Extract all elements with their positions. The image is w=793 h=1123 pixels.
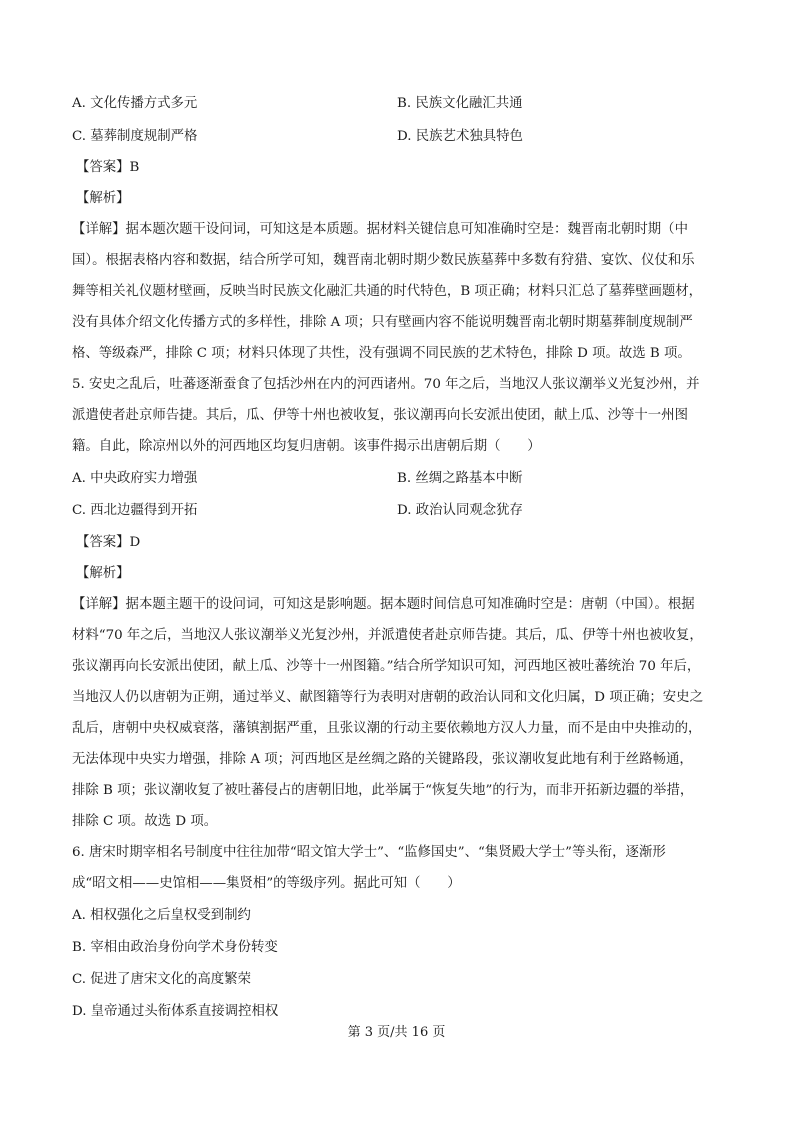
q6-option-a: A. 相权强化之后皇权受到制约 <box>72 908 251 923</box>
q5-explanation-line: 张议潮再向长安派出使团，献上瓜、沙等十一州图籍。”结合所学知识可知，河西地区被吐蕃统治 70 年后， <box>72 659 701 674</box>
q6-stem-line: 6. 唐宋时期宰相名号制度中往往加带“昭文馆大学士”、“监修国史”、“集贤殿大学士”等头衔，逐渐形 <box>72 845 666 860</box>
q5-explanation-line: 当地汉人仍以唐朝为正朔，通过举义、献图籍等行为表明对唐朝的政治认同和文化归属，D 项正确；安史之 <box>72 690 703 705</box>
q4-option-a: A. 文化传播方式多元 <box>72 96 198 111</box>
q4-option-c: C. 墓葬制度规制严格 <box>72 129 198 144</box>
q6-option-c: C. 促进了唐宋文化的高度繁荣 <box>72 972 251 987</box>
q5-option-c: C. 西北边疆得到开拓 <box>72 503 198 518</box>
q4-answer: 【答案】B <box>76 160 140 175</box>
q6-option-d: D. 皇帝通过头衔体系直接调控相权 <box>72 1004 279 1019</box>
q5-stem-line: 派遣使者赴京师告捷。其后，瓜、伊等十州也被收复，张议潮再向长安派出使团，献上瓜、沙等十一州图 <box>72 408 688 423</box>
q4-explanation-line: 格、等级森严，排除 C 项；材料只体现了共性，没有强调不同民族的艺术特色，排除 D 项。故选 B 项。 <box>72 346 691 361</box>
q5-explanation-line: 乱后，唐朝中央权威衰落，藩镇割据严重，且张议潮的行动主要依赖地方汉人力量，而不是由中央推动的， <box>72 721 702 736</box>
q5-stem-line: 5. 安史之乱后，吐蕃逐渐蚕食了包括沙州在内的河西诸州。70 年之后，当地汉人张议潮举义光复沙州，并 <box>72 377 700 392</box>
q4-option-d: D. 民族艺术独具特色 <box>397 129 523 144</box>
q5-option-d: D. 政治认同观念犹存 <box>397 503 523 518</box>
q5-stem-line: 籍。自此，除凉州以外的河西地区均复归唐朝。该事件揭示出唐朝后期（ ） <box>72 439 541 454</box>
q5-explanation-line: 【详解】据本题主题干的设问词，可知这是影响题。据本题时间信息可知准确时空是：唐朝（中国）。根据 <box>72 597 695 612</box>
q5-explanation-line: 排除 B 项；张议潮收复了被吐蕃侵占的唐朝旧地，此举属于“恢复失地”的行为，而非开拓新边疆的举措， <box>72 783 694 798</box>
q5-explanation-line: 无法体现中央实力增强，排除 A 项；河西地区是丝绸之路的关键路段，张议潮收复此地有利于丝路畅通， <box>72 752 693 767</box>
q4-explanation-line: 国）。根据表格内容和数据，结合所学可知，魏晋南北朝时期少数民族墓葬中多数有狩猎、宴饮、仪仗和乐 <box>72 253 695 268</box>
q4-explanation-line: 【详解】据本题次题干设问词，可知这是本质题。据材料关键信息可知准确时空是：魏晋南北朝时期（中 <box>72 222 688 237</box>
q5-answer: 【答案】D <box>76 535 141 550</box>
q5-explanation-line: 排除 C 项。故选 D 项。 <box>72 814 218 829</box>
q5-explanation-line: 材料“70 年之后，当地汉人张议潮举义光复沙州，并派遣使者赴京师告捷。其后，瓜、伊等十州也被收复， <box>72 628 703 643</box>
q6-option-b: B. 宰相由政治身份向学术身份转变 <box>72 940 278 955</box>
q4-explanation-line: 舞等相关礼仪题材壁画，反映当时民族文化融汇共通的时代特色，B 项正确；材料只汇总了墓葬壁画题材， <box>72 284 703 299</box>
q4-explanation-line: 没有具体介绍文化传播方式的多样性，排除 A 项；只有壁画内容不能说明魏晋南北朝时期墓葬制度规制严 <box>72 315 693 330</box>
q4-option-b: B. 民族文化融汇共通 <box>397 96 523 111</box>
q5-analysis-label: 【解析】 <box>76 566 130 581</box>
q5-option-a: A. 中央政府实力增强 <box>72 471 198 486</box>
page-number-footer: 第 3 页/共 16 页 <box>347 1025 446 1040</box>
q4-analysis-label: 【解析】 <box>76 191 130 206</box>
q5-option-b: B. 丝绸之路基本中断 <box>397 471 523 486</box>
q6-stem-line: 成“昭文相——史馆相——集贤相”的等级序列。据此可知（ ） <box>72 876 461 891</box>
